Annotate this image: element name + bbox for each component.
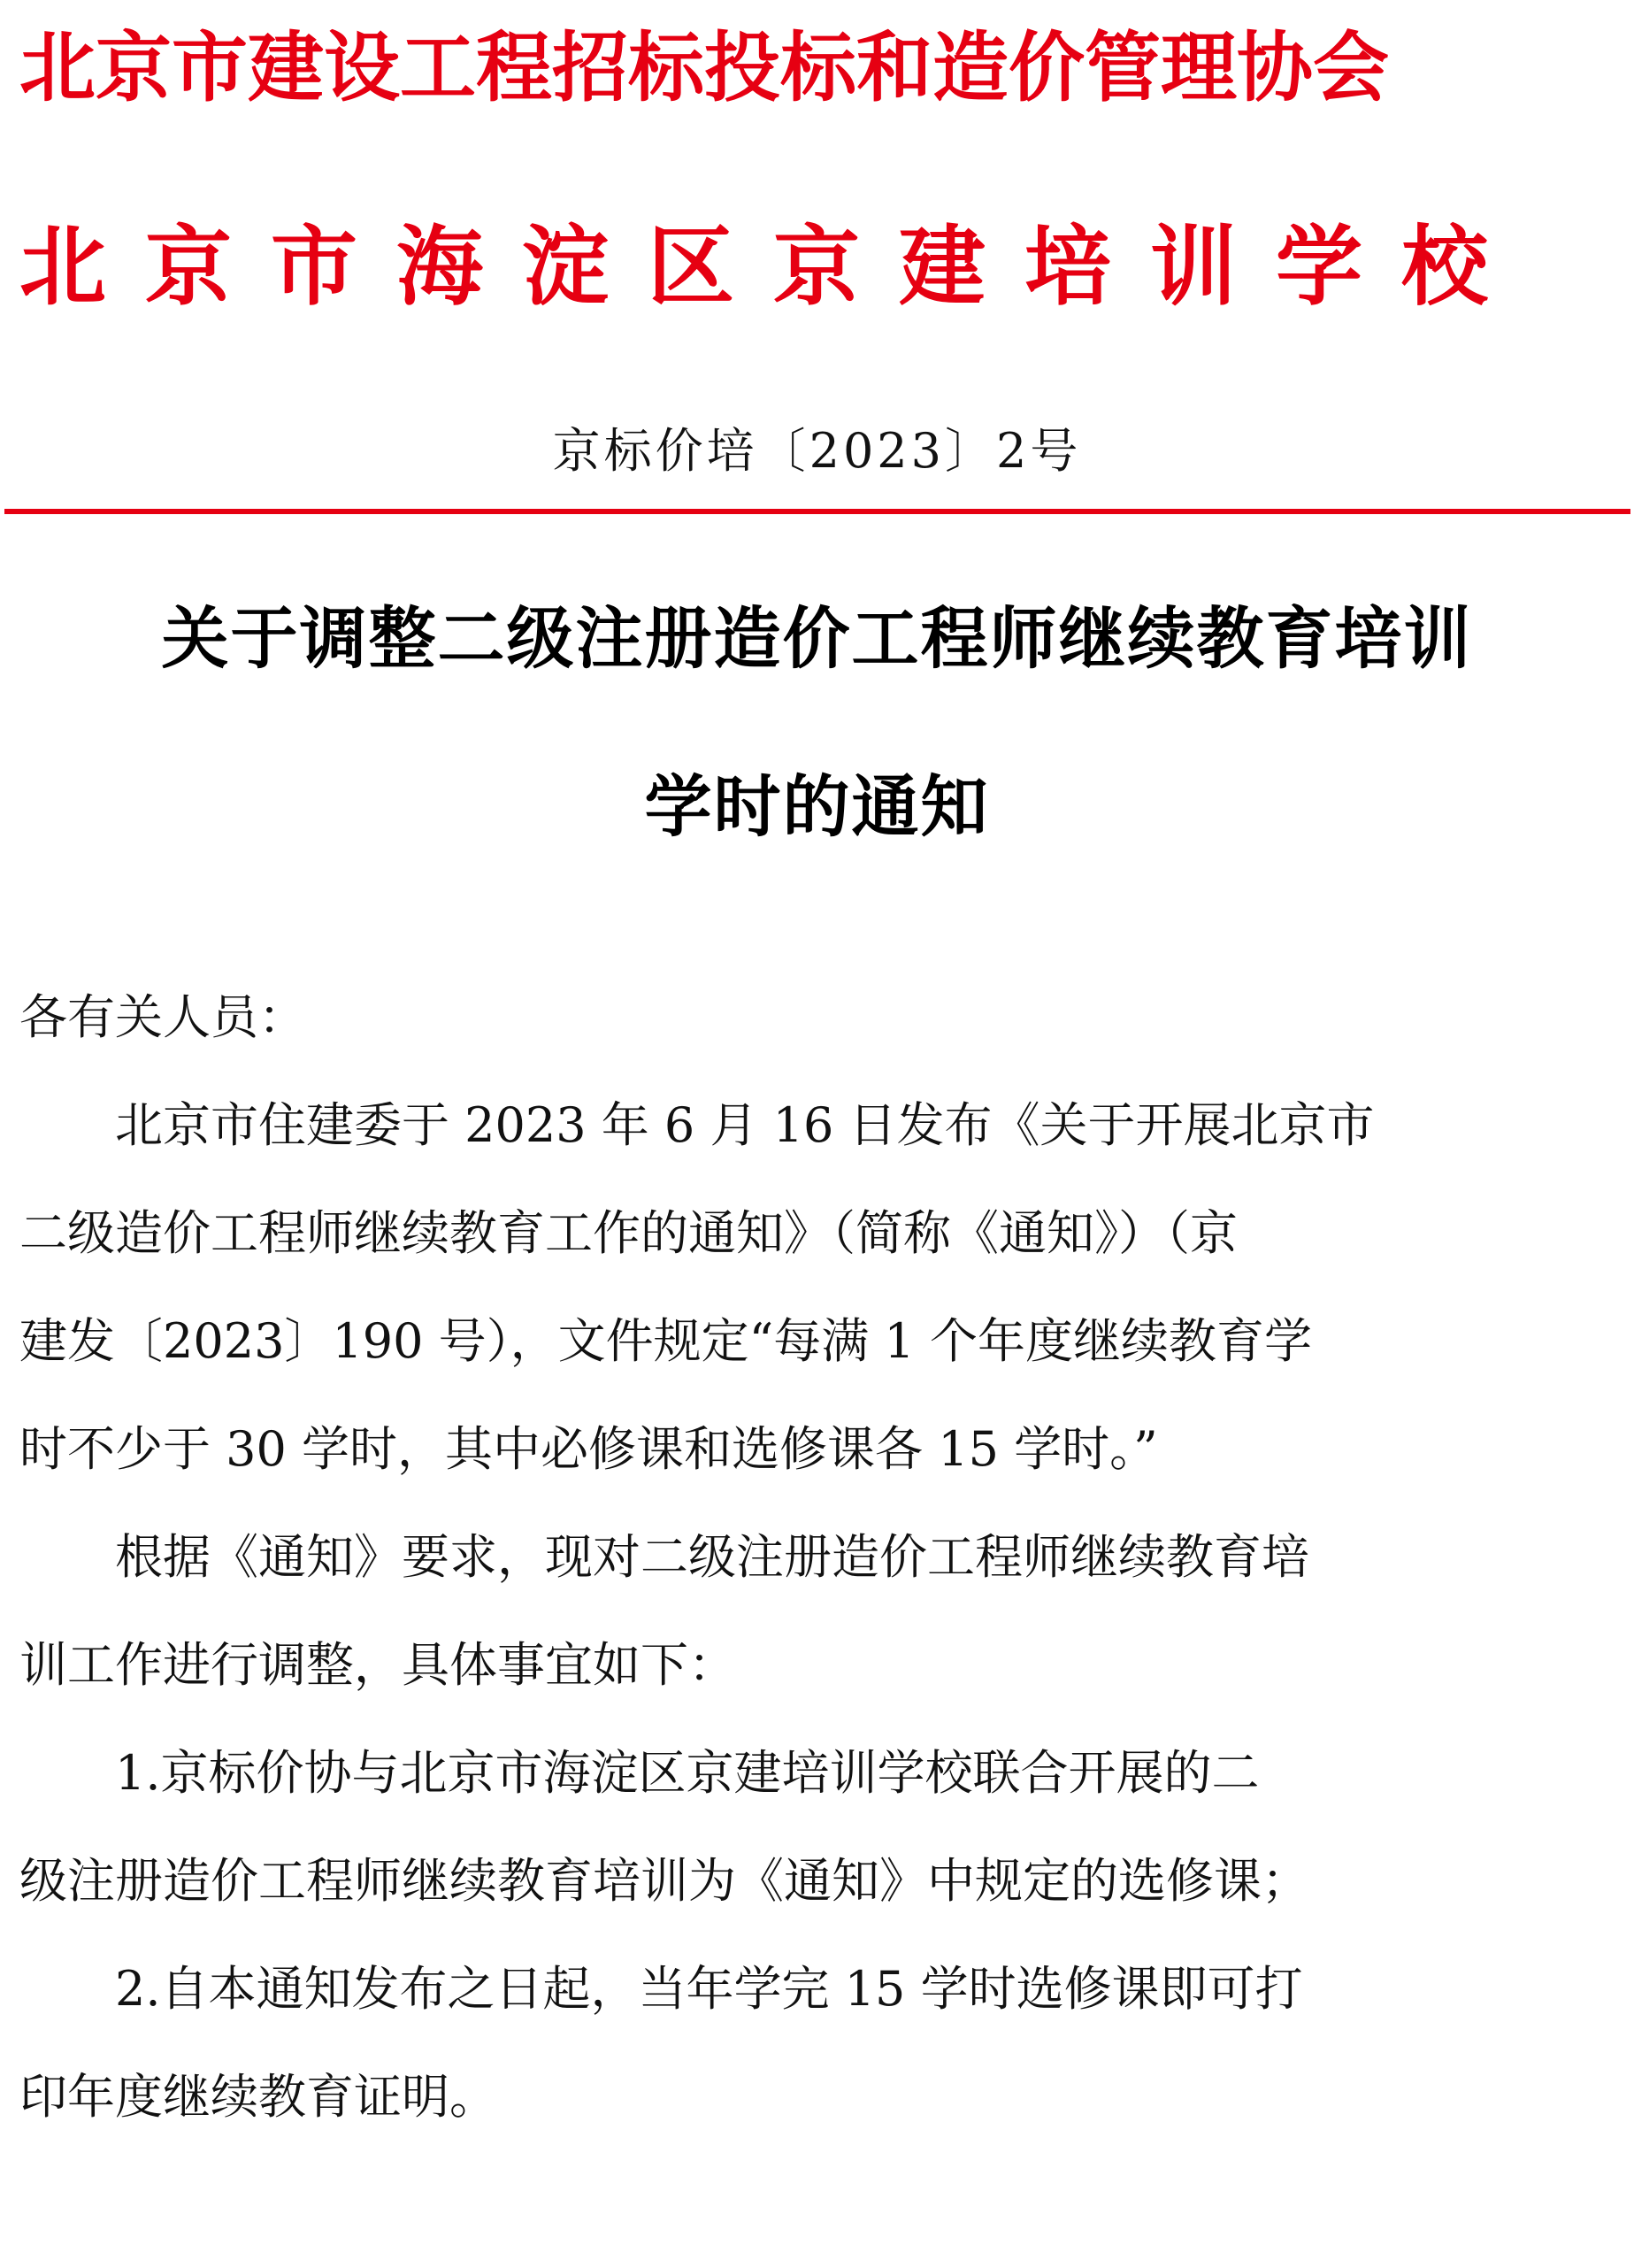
item-2-line-2: 印年度继续教育证明。 <box>19 2069 497 2125</box>
paragraph-1-line-3: 建发〔2023〕190 号），文件规定“每满 1 个年度继续教育学 <box>19 1313 1312 1369</box>
notice-title-line-1: 关于调整二级注册造价工程师继续教育培训 <box>161 599 1473 678</box>
paragraph-1-line-2: 二级造价工程师继续教育工作的通知》（简称《通知》）（京 <box>19 1205 1238 1261</box>
item-1-line-2: 级注册造价工程师继续教育培训为《通知》中规定的选修课； <box>19 1853 1309 1909</box>
item-2-line-1: 2.自本通知发布之日起，当年学完 15 学时选修课即可打 <box>19 1961 1303 2017</box>
red-divider-line <box>4 509 1630 514</box>
header-organization-1: 北京市建设工程招标投标和造价管理协会 <box>19 23 1389 112</box>
paragraph-2-line-2: 训工作进行调整，具体事宜如下： <box>19 1637 736 1693</box>
document-number: 京标价培〔2023〕2号 <box>552 423 1082 479</box>
salutation: 各有关人员： <box>19 989 306 1045</box>
paragraph-1-line-1: 北京市住建委于 2023 年 6 月 16 日发布《关于开展北京市 <box>19 1097 1375 1153</box>
notice-title-line-2: 学时的通知 <box>644 767 990 846</box>
paragraph-1-line-4: 时不少于 30 学时，其中必修课和选修课各 15 学时。” <box>19 1421 1158 1477</box>
paragraph-2-line-1: 根据《通知》要求，现对二级注册造价工程师继续教育培 <box>19 1529 1309 1585</box>
header-organization-2: 北京市海淀区京建培训学校 <box>19 216 1528 318</box>
item-1-line-1: 1.京标价协与北京市海淀区京建培训学校联合开展的二 <box>19 1745 1260 1801</box>
